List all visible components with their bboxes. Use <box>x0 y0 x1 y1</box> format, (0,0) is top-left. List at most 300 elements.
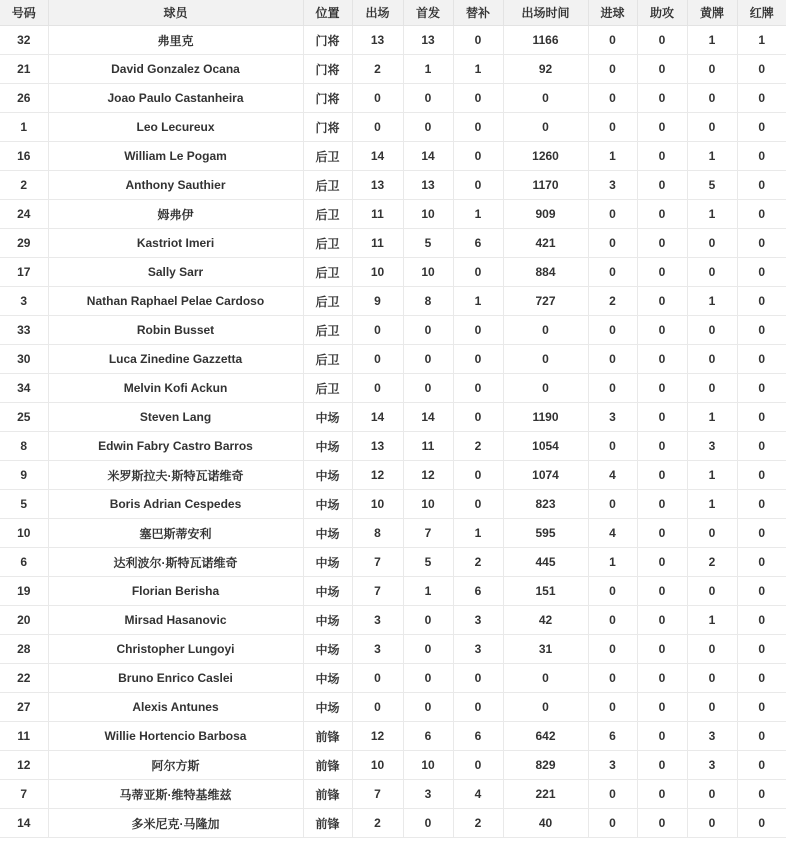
column-header-appearances: 出场 <box>352 0 403 26</box>
cell-minutes_played: 727 <box>503 287 588 316</box>
cell-goals: 0 <box>588 664 637 693</box>
cell-yellow_cards: 1 <box>687 142 737 171</box>
cell-red_cards: 0 <box>737 287 786 316</box>
cell-number: 33 <box>0 316 48 345</box>
table-row <box>0 287 786 316</box>
table-row <box>0 751 786 780</box>
cell-number: 5 <box>0 490 48 519</box>
cell-goals: 4 <box>588 519 637 548</box>
cell-appearances: 13 <box>352 171 403 200</box>
cell-assists: 0 <box>637 519 687 548</box>
cell-appearances: 0 <box>352 374 403 403</box>
cell-player: Boris Adrian Cespedes <box>48 490 303 519</box>
cell-appearances: 10 <box>352 258 403 287</box>
cell-assists: 0 <box>637 113 687 142</box>
cell-minutes_played: 40 <box>503 809 588 838</box>
cell-position: 中场 <box>303 693 352 722</box>
cell-red_cards: 0 <box>737 142 786 171</box>
cell-red_cards: 0 <box>737 432 786 461</box>
cell-assists: 0 <box>637 374 687 403</box>
cell-assists: 0 <box>637 200 687 229</box>
cell-starts: 10 <box>403 258 453 287</box>
cell-appearances: 3 <box>352 635 403 664</box>
cell-number: 17 <box>0 258 48 287</box>
cell-goals: 0 <box>588 26 637 55</box>
cell-minutes_played: 1170 <box>503 171 588 200</box>
column-header-goals: 进球 <box>588 0 637 26</box>
cell-yellow_cards: 3 <box>687 432 737 461</box>
cell-assists: 0 <box>637 461 687 490</box>
cell-yellow_cards: 1 <box>687 200 737 229</box>
cell-player: Luca Zinedine Gazzetta <box>48 345 303 374</box>
cell-assists: 0 <box>637 809 687 838</box>
cell-position: 中场 <box>303 548 352 577</box>
cell-number: 14 <box>0 809 48 838</box>
cell-number: 30 <box>0 345 48 374</box>
cell-position: 后卫 <box>303 287 352 316</box>
cell-yellow_cards: 3 <box>687 751 737 780</box>
table-row <box>0 113 786 142</box>
cell-player: 弗里克 <box>48 26 303 55</box>
cell-minutes_played: 1260 <box>503 142 588 171</box>
table-row <box>0 403 786 432</box>
cell-goals: 0 <box>588 374 637 403</box>
cell-yellow_cards: 0 <box>687 258 737 287</box>
cell-yellow_cards: 0 <box>687 809 737 838</box>
cell-position: 后卫 <box>303 229 352 258</box>
cell-player: 塞巴斯蒂安利 <box>48 519 303 548</box>
cell-starts: 13 <box>403 26 453 55</box>
cell-sub_appearances: 1 <box>453 200 503 229</box>
cell-appearances: 7 <box>352 780 403 809</box>
cell-appearances: 14 <box>352 403 403 432</box>
cell-sub_appearances: 0 <box>453 664 503 693</box>
cell-number: 25 <box>0 403 48 432</box>
cell-number: 20 <box>0 606 48 635</box>
cell-sub_appearances: 0 <box>453 693 503 722</box>
cell-sub_appearances: 0 <box>453 316 503 345</box>
table-row <box>0 316 786 345</box>
table-row <box>0 722 786 751</box>
cell-number: 29 <box>0 229 48 258</box>
cell-red_cards: 0 <box>737 519 786 548</box>
column-header-assists: 助攻 <box>637 0 687 26</box>
cell-yellow_cards: 0 <box>687 374 737 403</box>
cell-red_cards: 0 <box>737 722 786 751</box>
cell-assists: 0 <box>637 229 687 258</box>
cell-player: Nathan Raphael Pelae Cardoso <box>48 287 303 316</box>
cell-goals: 0 <box>588 345 637 374</box>
cell-starts: 0 <box>403 693 453 722</box>
cell-starts: 5 <box>403 229 453 258</box>
cell-appearances: 0 <box>352 345 403 374</box>
column-header-minutes_played: 出场时间 <box>503 0 588 26</box>
cell-position: 门将 <box>303 55 352 84</box>
cell-player: Bruno Enrico Caslei <box>48 664 303 693</box>
cell-sub_appearances: 2 <box>453 809 503 838</box>
cell-starts: 0 <box>403 113 453 142</box>
cell-starts: 6 <box>403 722 453 751</box>
cell-goals: 0 <box>588 258 637 287</box>
cell-appearances: 7 <box>352 577 403 606</box>
cell-number: 26 <box>0 84 48 113</box>
cell-player: Steven Lang <box>48 403 303 432</box>
table-row <box>0 548 786 577</box>
cell-yellow_cards: 1 <box>687 606 737 635</box>
cell-starts: 14 <box>403 142 453 171</box>
cell-yellow_cards: 0 <box>687 229 737 258</box>
cell-red_cards: 0 <box>737 577 786 606</box>
cell-number: 21 <box>0 55 48 84</box>
cell-goals: 0 <box>588 113 637 142</box>
cell-appearances: 10 <box>352 751 403 780</box>
cell-starts: 7 <box>403 519 453 548</box>
cell-starts: 0 <box>403 635 453 664</box>
cell-goals: 0 <box>588 577 637 606</box>
cell-player: Robin Busset <box>48 316 303 345</box>
cell-appearances: 3 <box>352 606 403 635</box>
cell-number: 7 <box>0 780 48 809</box>
cell-red_cards: 0 <box>737 258 786 287</box>
cell-sub_appearances: 1 <box>453 519 503 548</box>
cell-goals: 0 <box>588 84 637 113</box>
cell-starts: 10 <box>403 490 453 519</box>
cell-player: William Le Pogam <box>48 142 303 171</box>
cell-player: Melvin Kofi Ackun <box>48 374 303 403</box>
cell-sub_appearances: 3 <box>453 635 503 664</box>
cell-goals: 0 <box>588 635 637 664</box>
cell-number: 1 <box>0 113 48 142</box>
cell-assists: 0 <box>637 26 687 55</box>
cell-number: 9 <box>0 461 48 490</box>
cell-minutes_played: 1190 <box>503 403 588 432</box>
table-row <box>0 142 786 171</box>
cell-red_cards: 0 <box>737 229 786 258</box>
cell-number: 6 <box>0 548 48 577</box>
cell-appearances: 13 <box>352 432 403 461</box>
cell-minutes_played: 445 <box>503 548 588 577</box>
cell-yellow_cards: 0 <box>687 664 737 693</box>
cell-starts: 0 <box>403 664 453 693</box>
cell-assists: 0 <box>637 316 687 345</box>
cell-appearances: 13 <box>352 26 403 55</box>
cell-yellow_cards: 0 <box>687 693 737 722</box>
cell-assists: 0 <box>637 345 687 374</box>
cell-appearances: 7 <box>352 548 403 577</box>
cell-red_cards: 1 <box>737 26 786 55</box>
cell-position: 后卫 <box>303 316 352 345</box>
cell-minutes_played: 823 <box>503 490 588 519</box>
cell-red_cards: 0 <box>737 809 786 838</box>
cell-red_cards: 0 <box>737 606 786 635</box>
column-header-sub_appearances: 替补 <box>453 0 503 26</box>
cell-assists: 0 <box>637 55 687 84</box>
cell-appearances: 2 <box>352 55 403 84</box>
cell-player: Willie Hortencio Barbosa <box>48 722 303 751</box>
cell-number: 2 <box>0 171 48 200</box>
table-row <box>0 780 786 809</box>
cell-starts: 14 <box>403 403 453 432</box>
cell-player: Alexis Antunes <box>48 693 303 722</box>
cell-yellow_cards: 2 <box>687 548 737 577</box>
cell-player: 达利波尔·斯特瓦诺维奇 <box>48 548 303 577</box>
cell-sub_appearances: 2 <box>453 432 503 461</box>
cell-yellow_cards: 0 <box>687 84 737 113</box>
table-header <box>0 0 786 26</box>
cell-minutes_played: 0 <box>503 84 588 113</box>
cell-position: 中场 <box>303 461 352 490</box>
cell-starts: 0 <box>403 606 453 635</box>
cell-player: Anthony Sauthier <box>48 171 303 200</box>
cell-appearances: 2 <box>352 809 403 838</box>
cell-goals: 3 <box>588 751 637 780</box>
cell-number: 8 <box>0 432 48 461</box>
cell-appearances: 11 <box>352 229 403 258</box>
cell-assists: 0 <box>637 577 687 606</box>
table-row <box>0 693 786 722</box>
cell-yellow_cards: 0 <box>687 316 737 345</box>
cell-starts: 0 <box>403 374 453 403</box>
cell-assists: 0 <box>637 432 687 461</box>
cell-starts: 13 <box>403 171 453 200</box>
cell-starts: 0 <box>403 84 453 113</box>
cell-assists: 0 <box>637 780 687 809</box>
table-row <box>0 345 786 374</box>
cell-red_cards: 0 <box>737 461 786 490</box>
cell-yellow_cards: 0 <box>687 577 737 606</box>
cell-position: 门将 <box>303 84 352 113</box>
cell-minutes_played: 884 <box>503 258 588 287</box>
cell-minutes_played: 0 <box>503 316 588 345</box>
cell-goals: 0 <box>588 55 637 84</box>
cell-position: 门将 <box>303 113 352 142</box>
cell-player: 阿尔方斯 <box>48 751 303 780</box>
cell-goals: 0 <box>588 229 637 258</box>
cell-number: 11 <box>0 722 48 751</box>
cell-minutes_played: 42 <box>503 606 588 635</box>
cell-red_cards: 0 <box>737 345 786 374</box>
cell-minutes_played: 151 <box>503 577 588 606</box>
cell-starts: 1 <box>403 577 453 606</box>
table-row <box>0 258 786 287</box>
table-row <box>0 635 786 664</box>
cell-assists: 0 <box>637 142 687 171</box>
cell-starts: 11 <box>403 432 453 461</box>
cell-goals: 0 <box>588 780 637 809</box>
cell-starts: 10 <box>403 200 453 229</box>
cell-number: 19 <box>0 577 48 606</box>
table-row <box>0 664 786 693</box>
cell-red_cards: 0 <box>737 84 786 113</box>
cell-red_cards: 0 <box>737 751 786 780</box>
table-row <box>0 809 786 838</box>
cell-appearances: 12 <box>352 722 403 751</box>
cell-goals: 3 <box>588 171 637 200</box>
cell-appearances: 11 <box>352 200 403 229</box>
cell-position: 后卫 <box>303 258 352 287</box>
cell-starts: 5 <box>403 548 453 577</box>
cell-starts: 10 <box>403 751 453 780</box>
cell-yellow_cards: 3 <box>687 722 737 751</box>
cell-yellow_cards: 1 <box>687 287 737 316</box>
table-row <box>0 490 786 519</box>
cell-player: 姆弗伊 <box>48 200 303 229</box>
cell-goals: 3 <box>588 403 637 432</box>
cell-sub_appearances: 0 <box>453 461 503 490</box>
cell-sub_appearances: 0 <box>453 84 503 113</box>
cell-position: 中场 <box>303 577 352 606</box>
header-row <box>0 0 786 26</box>
cell-assists: 0 <box>637 171 687 200</box>
cell-sub_appearances: 6 <box>453 229 503 258</box>
cell-appearances: 14 <box>352 142 403 171</box>
column-header-player: 球员 <box>48 0 303 26</box>
cell-sub_appearances: 0 <box>453 171 503 200</box>
cell-number: 22 <box>0 664 48 693</box>
cell-starts: 0 <box>403 809 453 838</box>
table-row <box>0 519 786 548</box>
cell-player: Mirsad Hasanovic <box>48 606 303 635</box>
cell-minutes_played: 31 <box>503 635 588 664</box>
cell-starts: 12 <box>403 461 453 490</box>
cell-red_cards: 0 <box>737 635 786 664</box>
cell-player: Christopher Lungoyi <box>48 635 303 664</box>
cell-starts: 3 <box>403 780 453 809</box>
cell-appearances: 0 <box>352 693 403 722</box>
cell-goals: 0 <box>588 490 637 519</box>
cell-number: 12 <box>0 751 48 780</box>
cell-sub_appearances: 2 <box>453 548 503 577</box>
column-header-number: 号码 <box>0 0 48 26</box>
cell-yellow_cards: 1 <box>687 490 737 519</box>
cell-goals: 2 <box>588 287 637 316</box>
cell-number: 10 <box>0 519 48 548</box>
cell-red_cards: 0 <box>737 548 786 577</box>
table-row <box>0 55 786 84</box>
cell-player: 马蒂亚斯·维特基维兹 <box>48 780 303 809</box>
cell-sub_appearances: 0 <box>453 751 503 780</box>
cell-sub_appearances: 1 <box>453 55 503 84</box>
cell-position: 中场 <box>303 519 352 548</box>
cell-red_cards: 0 <box>737 403 786 432</box>
cell-yellow_cards: 0 <box>687 113 737 142</box>
cell-appearances: 8 <box>352 519 403 548</box>
cell-assists: 0 <box>637 258 687 287</box>
cell-player: David Gonzalez Ocana <box>48 55 303 84</box>
cell-yellow_cards: 1 <box>687 26 737 55</box>
cell-sub_appearances: 0 <box>453 345 503 374</box>
cell-position: 后卫 <box>303 200 352 229</box>
cell-minutes_played: 1054 <box>503 432 588 461</box>
cell-position: 中场 <box>303 606 352 635</box>
cell-sub_appearances: 0 <box>453 403 503 432</box>
cell-appearances: 0 <box>352 84 403 113</box>
cell-number: 27 <box>0 693 48 722</box>
cell-red_cards: 0 <box>737 200 786 229</box>
cell-sub_appearances: 4 <box>453 780 503 809</box>
cell-number: 34 <box>0 374 48 403</box>
cell-red_cards: 0 <box>737 171 786 200</box>
cell-position: 后卫 <box>303 171 352 200</box>
cell-yellow_cards: 0 <box>687 345 737 374</box>
cell-position: 后卫 <box>303 142 352 171</box>
cell-minutes_played: 909 <box>503 200 588 229</box>
cell-minutes_played: 1074 <box>503 461 588 490</box>
cell-yellow_cards: 1 <box>687 461 737 490</box>
cell-assists: 0 <box>637 287 687 316</box>
cell-minutes_played: 221 <box>503 780 588 809</box>
cell-minutes_played: 829 <box>503 751 588 780</box>
cell-assists: 0 <box>637 84 687 113</box>
cell-goals: 0 <box>588 606 637 635</box>
cell-position: 前锋 <box>303 780 352 809</box>
cell-position: 前锋 <box>303 751 352 780</box>
cell-minutes_played: 92 <box>503 55 588 84</box>
cell-appearances: 9 <box>352 287 403 316</box>
cell-number: 16 <box>0 142 48 171</box>
cell-position: 中场 <box>303 432 352 461</box>
cell-red_cards: 0 <box>737 664 786 693</box>
cell-position: 后卫 <box>303 374 352 403</box>
cell-red_cards: 0 <box>737 55 786 84</box>
cell-yellow_cards: 0 <box>687 635 737 664</box>
cell-minutes_played: 0 <box>503 374 588 403</box>
cell-sub_appearances: 0 <box>453 258 503 287</box>
cell-assists: 0 <box>637 751 687 780</box>
cell-position: 中场 <box>303 490 352 519</box>
cell-assists: 0 <box>637 635 687 664</box>
cell-red_cards: 0 <box>737 780 786 809</box>
cell-goals: 0 <box>588 432 637 461</box>
cell-number: 3 <box>0 287 48 316</box>
cell-red_cards: 0 <box>737 374 786 403</box>
cell-goals: 4 <box>588 461 637 490</box>
cell-starts: 1 <box>403 55 453 84</box>
cell-sub_appearances: 0 <box>453 26 503 55</box>
cell-goals: 0 <box>588 200 637 229</box>
cell-yellow_cards: 1 <box>687 403 737 432</box>
cell-minutes_played: 0 <box>503 664 588 693</box>
table-row <box>0 374 786 403</box>
cell-number: 24 <box>0 200 48 229</box>
cell-minutes_played: 0 <box>503 345 588 374</box>
table-row <box>0 200 786 229</box>
cell-sub_appearances: 6 <box>453 577 503 606</box>
cell-starts: 0 <box>403 345 453 374</box>
table-row <box>0 229 786 258</box>
table-row <box>0 26 786 55</box>
cell-appearances: 0 <box>352 316 403 345</box>
cell-appearances: 12 <box>352 461 403 490</box>
cell-yellow_cards: 0 <box>687 780 737 809</box>
column-header-starts: 首发 <box>403 0 453 26</box>
table-body <box>0 26 786 838</box>
cell-red_cards: 0 <box>737 113 786 142</box>
cell-sub_appearances: 0 <box>453 113 503 142</box>
cell-player: Edwin Fabry Castro Barros <box>48 432 303 461</box>
cell-player: Kastriot Imeri <box>48 229 303 258</box>
cell-goals: 1 <box>588 142 637 171</box>
cell-red_cards: 0 <box>737 693 786 722</box>
cell-number: 32 <box>0 26 48 55</box>
cell-sub_appearances: 0 <box>453 490 503 519</box>
cell-appearances: 0 <box>352 113 403 142</box>
cell-goals: 0 <box>588 316 637 345</box>
cell-minutes_played: 642 <box>503 722 588 751</box>
cell-assists: 0 <box>637 722 687 751</box>
cell-number: 28 <box>0 635 48 664</box>
cell-sub_appearances: 0 <box>453 142 503 171</box>
